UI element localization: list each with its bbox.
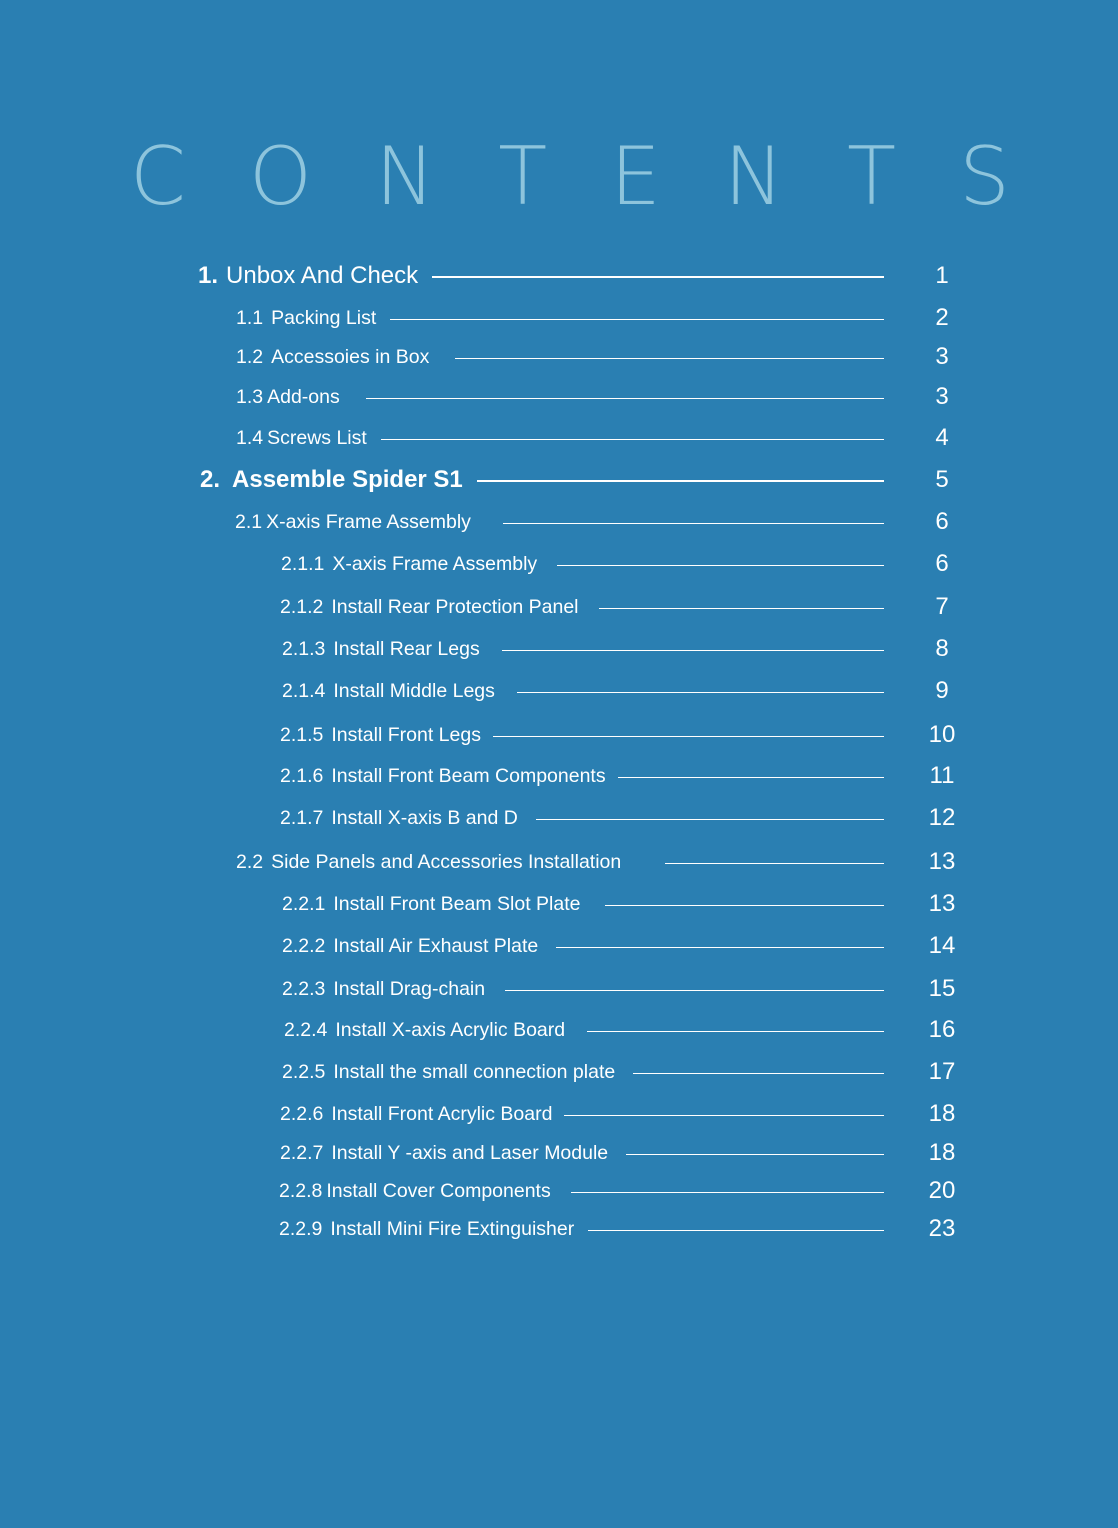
toc-number: 2.2.6 [280,1102,324,1125]
toc-page-number: 13 [928,890,956,917]
toc-page-number: 1 [935,262,949,289]
toc-entry-subsubsection[interactable] [282,926,972,966]
toc-entry-subsubsection[interactable] [282,884,972,924]
toc-leader-line [556,947,884,948]
toc-number: 1.4 [236,426,264,449]
toc-number: 2.1 [235,510,263,533]
toc-page-number: 3 [935,383,949,410]
toc-entry-subsubsection[interactable] [282,629,972,669]
toc-leader-line [366,398,884,399]
toc-entry-subsection[interactable] [236,377,972,417]
toc-title: Screws List [267,426,367,449]
toc-title: Install Rear Legs [333,637,480,660]
toc-title: Install the small connection plate [333,1060,616,1083]
toc-title: Install Front Beam Slot Plate [333,892,581,915]
toc-title: Install Front Acrylic Board [331,1102,553,1125]
toc-title: Install Drag-chain [333,977,486,1000]
toc-entry-subsubsection[interactable] [282,1052,972,1092]
toc-leader-line [618,777,884,778]
toc-leader-line [564,1115,884,1116]
contents-title [130,132,1010,222]
toc-number: 2.2.7 [280,1141,324,1164]
toc-page-number: 20 [928,1177,956,1204]
toc-title: Install Rear Protection Panel [331,595,579,618]
toc-entry-subsubsection[interactable] [281,544,972,584]
toc-entry-subsection[interactable] [235,502,972,542]
toc-title: Install Middle Legs [333,679,495,702]
toc-page-number: 15 [928,975,956,1002]
toc-page-number: 10 [928,721,956,748]
title-letter: C [130,130,186,223]
toc-leader-line [588,1230,884,1231]
toc-page-number: 14 [928,932,956,959]
toc-number: 2.1.4 [282,679,326,702]
toc-leader-line [633,1073,884,1074]
toc-leader-line [505,990,884,991]
toc-leader-line [665,863,884,864]
toc-leader-line [571,1192,884,1193]
toc-leader-line [605,905,885,906]
toc-page-number: 5 [935,466,949,493]
toc-number: 2.2.9 [279,1217,323,1240]
toc-leader-line [381,439,884,440]
toc-entry-subsection[interactable] [236,418,972,458]
toc-entry-subsubsection[interactable] [280,715,972,755]
toc-title: Install Cover Components [326,1179,551,1202]
toc-page-number: 16 [928,1016,956,1043]
toc-number: 2.2.2 [282,934,326,957]
toc-entry-subsubsection[interactable] [279,1171,972,1211]
toc-number: 2.1.1 [281,552,325,575]
toc-entry-subsubsection[interactable] [280,587,972,627]
toc-leader-line [503,523,884,524]
toc-page-number: 3 [935,343,949,370]
toc-title: Install X-axis B and D [331,806,518,829]
toc-page-number: 11 [929,762,955,789]
toc-entry-section[interactable] [198,256,972,296]
toc-leader-line [502,650,884,651]
toc-page-number: 23 [928,1215,956,1242]
toc-number: 1.3 [236,385,264,408]
title-letter: T [498,130,548,223]
title-letter: O [249,130,313,223]
toc-page-number: 8 [935,635,949,662]
toc-number: 2.1.3 [282,637,326,660]
toc-entry-section[interactable] [200,460,972,500]
toc-page-number: 6 [935,508,949,535]
toc-entry-subsection[interactable] [236,337,972,377]
toc-leader-line [477,480,884,482]
toc-title: Install Front Beam Components [331,764,606,787]
toc-page-number: 17 [928,1058,956,1085]
toc-page-number: 2 [935,304,949,331]
toc-title: X-axis Frame Assembly [266,510,471,533]
toc-title: Install Y -axis and Laser Module [331,1141,609,1164]
toc-number: 2.2.1 [282,892,326,915]
toc-title: Accessoies in Box [271,345,430,368]
toc-title: Assemble Spider S1 [232,466,463,493]
toc-number: 2.1.6 [280,764,324,787]
toc-number: 2.1.5 [280,723,324,746]
toc-number: 1. [198,262,219,289]
toc-number: 2.2.4 [284,1018,328,1041]
toc-number: 2. [200,466,221,493]
toc-leader-line [390,319,884,320]
toc-title: Install Mini Fire Extinguisher [330,1217,575,1240]
toc-leader-line [599,608,884,609]
toc-number: 2.1.2 [280,595,324,618]
toc-title: Add-ons [267,385,340,408]
toc-page-number: 12 [928,804,956,831]
toc-number: 1.1 [236,306,264,329]
toc-title: Side Panels and Accessories Installation [271,850,622,873]
title-letter: S [959,130,1010,223]
title-letter: E [610,130,661,223]
toc-title: Install Air Exhaust Plate [333,934,539,957]
toc-number: 2.1.7 [280,806,324,829]
toc-leader-line [493,736,884,737]
toc-page-number: 18 [928,1100,956,1127]
toc-page-number: 4 [935,424,949,451]
toc-entry-subsubsection[interactable] [279,1209,972,1249]
toc-entry-subsection[interactable] [236,298,972,338]
toc-page-number: 13 [928,848,956,875]
toc-number: 1.2 [236,345,264,368]
toc-number: 2.2.5 [282,1060,326,1083]
toc-page-number: 18 [928,1139,956,1166]
toc-entry-subsubsection[interactable] [280,1094,972,1134]
toc-title: Install X-axis Acrylic Board [335,1018,566,1041]
toc-title: Unbox And Check [226,262,419,289]
toc-number: 2.2.3 [282,977,326,1000]
toc-page-number: 6 [935,550,949,577]
title-letter: T [847,130,896,223]
toc-entry-subsubsection[interactable] [284,1010,972,1050]
toc-title: Packing List [271,306,377,329]
toc-number: 2.2 [236,850,264,873]
toc-entry-subsubsection[interactable] [280,798,972,838]
toc-entry-subsubsection[interactable] [282,671,972,711]
toc-leader-line [432,276,884,278]
toc-page-number: 9 [935,677,949,704]
toc-title: Install Front Legs [331,723,481,746]
toc-title: X-axis Frame Assembly [332,552,538,575]
toc-entry-subsubsection[interactable] [280,1133,972,1173]
toc-leader-line [536,819,884,820]
toc-leader-line [626,1154,884,1155]
title-letter: N [375,130,436,223]
toc-entry-subsection[interactable] [236,842,972,882]
toc-leader-line [587,1031,884,1032]
toc-leader-line [557,565,884,566]
toc-number: 2.2.8 [279,1179,323,1202]
toc-leader-line [517,692,884,693]
toc-entry-subsubsection[interactable] [280,756,972,796]
toc-entry-subsubsection[interactable] [282,969,972,1009]
toc-leader-line [455,358,884,359]
toc-page-number: 7 [935,593,949,620]
title-letter: N [724,130,784,223]
